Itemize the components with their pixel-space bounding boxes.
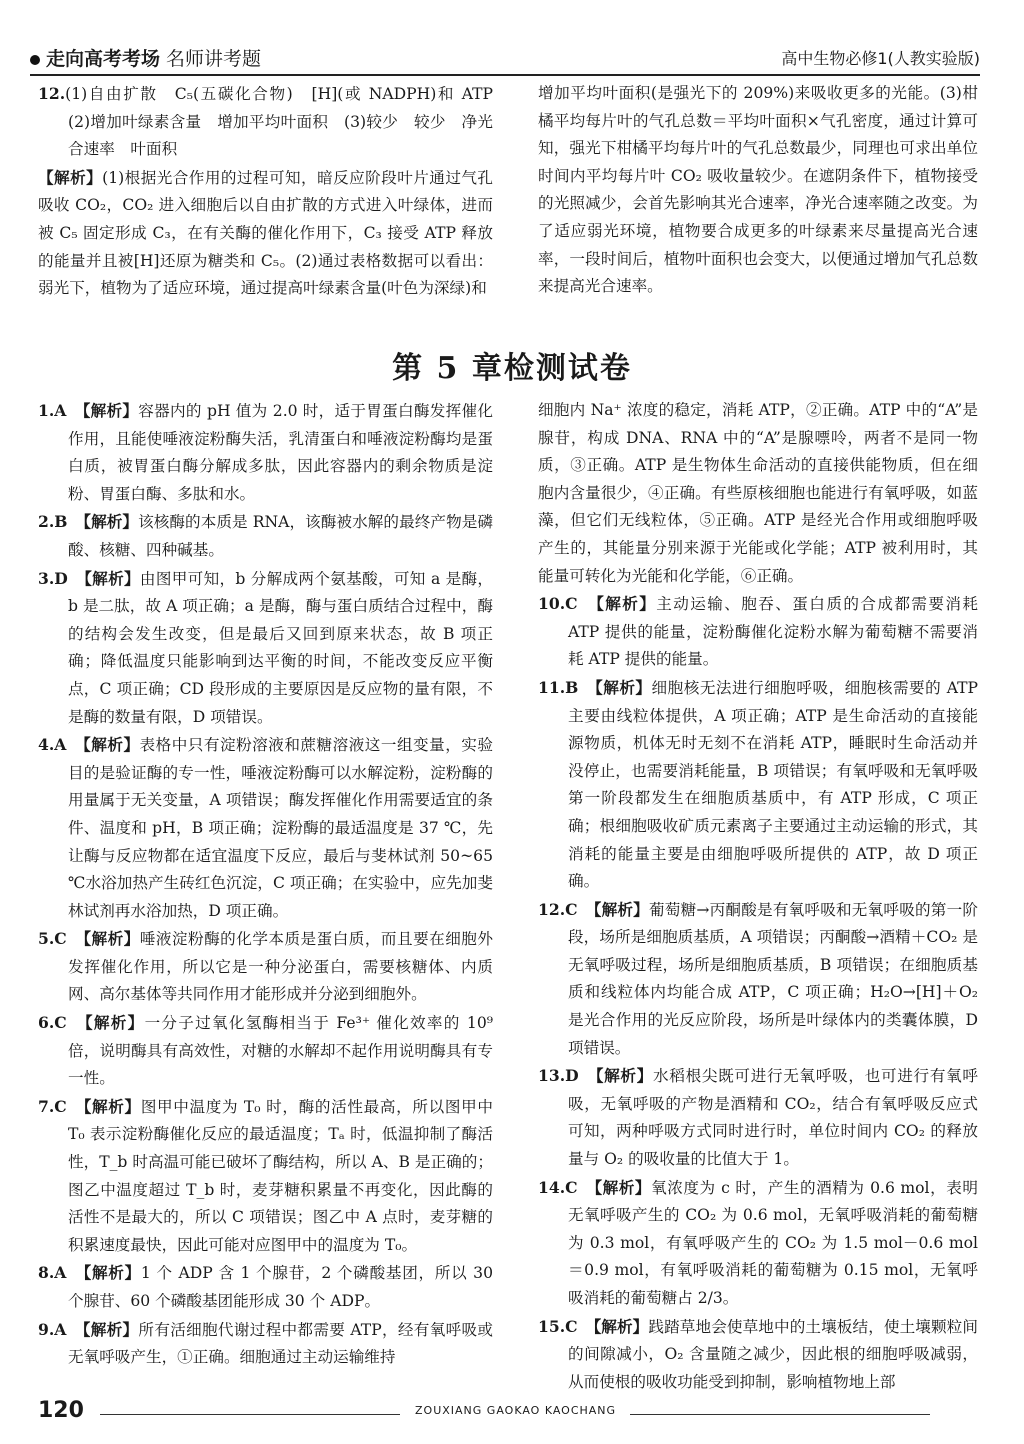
- item-text: 葡萄糖→丙酮酸是有氧呼吸和无氧呼吸的第一阶段，场所是细胞质基质，A 项错误；丙酮酸→酒精＋CO₂ 是无氧呼吸过程，场所是细胞质基质，B 项错误；在细胞质基质和线粒体内均能合成 ATP，C 项正确；H₂O→[H]＋O₂ 是光合作用的光反应阶段，场所是叶绿体内的类囊体膜，D 项错误。: [568, 900, 978, 1057]
- item-number: 11.: [538, 677, 566, 697]
- item-answer: A: [54, 1319, 67, 1339]
- analysis-text: (1)根据光合作用的过程可知，暗反应阶段叶片通过气孔吸收 CO₂，CO₂ 进入细胞后以自由扩散的方式进入叶绿体，进而被 C₅ 固定形成 C₃，在有关酶的催化作用下，C₃ 接受 ATP 释放的能量并且被[H]还原为糖类和 C₅。(2)通过表格数据可以看出：弱光下，植物为了适应环境，通过提高叶绿素含量(叶色为深绿)和: [38, 168, 493, 298]
- item-number: 8.: [38, 1263, 55, 1283]
- item-answer: D: [565, 1066, 579, 1086]
- item-number: 15.: [538, 1316, 566, 1336]
- item-text: 容器内的 pH 值为 2.0 时，适于胃蛋白酶发挥催化作用，且能使唾液淀粉酶失活，乳清蛋白和唾液淀粉酶均是蛋白质，被胃蛋白酶分解成多肽，因此容器内的剩余物质是淀粉、胃蛋白酶、多肽和水。: [68, 402, 493, 503]
- item-number: 5.: [38, 929, 55, 949]
- answer-item: [38, 925, 493, 1009]
- item-text: 1 个 ADP 含 1 个腺苷，2 个磷酸基团，所以 30 个腺苷、60 个磷酸基团能形成 30 个 ADP。: [68, 1264, 493, 1310]
- answer-item: [538, 590, 978, 674]
- item-text: (1)自由扩散 C₅(五碳化合物) [H](或 NADPH)和 ATP (2)增加叶绿素含量 增加平均叶面积 (3)较少 较少 净光合速率 叶面积: [65, 85, 509, 159]
- item-answer: C: [565, 594, 578, 614]
- item-text: 唾液淀粉酶的化学本质是蛋白质，而且要在细胞外发挥催化作用，所以它是一种分泌蛋白，需要核糖体、内质网、高尔基体等共同作用才能形成并分泌到细胞外。: [68, 930, 493, 1004]
- answer-item: [38, 1316, 493, 1372]
- answers-left-column: [38, 397, 493, 1372]
- analysis-tag: 【解析】: [595, 1066, 653, 1086]
- analysis-tag: 【解析】: [84, 568, 140, 588]
- answer-item: [38, 397, 493, 508]
- item-text: 表格中只有淀粉溶液和蔗糖溶液这一组变量，实验目的是验证酶的专一性，唾液淀粉酶可以水解淀粉，淀粉酶的用量属于无关变量，A 项错误；酶发挥催化作用需要适宜的条件、温度和 pH，B 项正确；淀粉酶的最适温度是 37 ℃，先让酶与反应物都在适宜温度下反应，最后与斐林试剂 50~65 ℃水浴加热产生砖红色沉淀，C 项正确；在实验中，应先加斐林试剂再水浴加热，D 项正确。: [68, 736, 493, 920]
- analysis-tag: 【解析】: [82, 401, 139, 420]
- item-answer: A: [54, 1263, 67, 1283]
- answer-item: [38, 1259, 493, 1315]
- item-text: 由图甲可知，b 分解成两个氨基酸，可知 a 是酶，b 是二肽，故 A 项正确；a 是酶，酶与蛋白质结合过程中，酶的结构会发生改变，但是最后又回到原来状态，故 B 项正确；降低温度只能影响到达平衡的时间，不能改变反应平衡点，C 项正确；CD 段形成的主要原因是反应物的量有限，不是酶的数量有限，D 项错误。: [68, 569, 493, 726]
- item-number: 6.: [38, 1013, 55, 1033]
- item-text: 该核酶的本质是 RNA，该酶被水解的最终产物是磷酸、核糖、四种碱基。: [68, 513, 493, 559]
- item-answer: D: [54, 568, 68, 588]
- page-footer: [30, 1398, 980, 1428]
- item-text: 图甲中温度为 T₀ 时，酶的活性最高，所以图甲中 T₀ 表示淀粉酶催化反应的最适温度；Tₐ 时，低温抑制了酶活性，T_b 时高温可能已破坏了酶结构，所以 A、B 是正确的；图乙中温度超过 T_b 时，麦芽糖积累量不再变化，因此酶的活性不是最大的，所以 C 项错误；图乙中 A 点时，麦芽糖的积累速度最快，因此可能对应图甲中的温度为 T₀。: [68, 1097, 493, 1254]
- answer-item: [38, 1093, 493, 1260]
- analysis-tag: 【解析】: [594, 677, 652, 697]
- analysis-continued: 增加平均叶面积(是强光下的 209%)来吸收更多的光能。(3)柑橘平均每片叶的气孔总数＝平均叶面积×气孔密度，通过计算可知，强光下柑橘平均每片叶的气孔总数最少，同理也可求出单位时间内平均每片叶 CO₂ 吸收量较少。在遮阴条件下，植物接受的光照减少，会首先影响其光合速率，净光合速率随之改变。为了适应弱光环境，植物要合成更多的叶绿素来尽量提高光合速率，一段时间后，植物叶面积也会变大，以便通过增加气孔总数来提高光合速率。: [538, 84, 978, 296]
- page-header: [30, 40, 980, 76]
- answer-item: [538, 1062, 978, 1173]
- footer-rule: [100, 1414, 400, 1415]
- top-left-column: [38, 80, 509, 303]
- item-answer: C: [54, 1013, 67, 1033]
- item-number: 2.: [38, 512, 55, 532]
- item-number: 10.: [538, 594, 566, 614]
- analysis-tag: 【解析】: [83, 1096, 141, 1116]
- analysis-tag: 【解析】: [593, 1316, 649, 1336]
- answer-item: [38, 731, 493, 925]
- item-number: 3.: [38, 568, 55, 588]
- item-answer: B: [565, 677, 579, 697]
- item-number: 12.: [38, 84, 66, 103]
- item-text: 氧浓度为 c 时，产生的酒精为 0.6 mol，表明无氧呼吸产生的 CO₂ 为 0.6 mol，无氧呼吸消耗的葡萄糖为 0.3 mol，有氧呼吸产生的 CO₂ 为 1.5 mol－0.6 mol＝0.9 mol，有氧呼吸消耗的葡萄糖为 0.15 mol，无氧呼吸消耗的葡萄糖占 2/3。: [568, 1178, 978, 1307]
- answer-item: [38, 508, 493, 564]
- answer-item: [538, 1313, 978, 1397]
- analysis-tag: 【解析】: [82, 1319, 139, 1339]
- analysis-tag: 【解析】: [83, 1263, 141, 1283]
- header-brand: [30, 44, 261, 71]
- analysis-block: [38, 164, 493, 303]
- item-number: 7.: [38, 1096, 55, 1116]
- item-answer: A: [54, 735, 67, 755]
- item-answer: C: [565, 899, 578, 919]
- answer-item: [538, 674, 978, 896]
- answer-item: [538, 896, 978, 1063]
- page-number: 120: [38, 1398, 84, 1423]
- item-text: 践踏草地会使草地中的土壤板结，使土壤颗粒间的间隙减小，O₂ 含量随之减少，因此根的细胞呼吸减弱，从而使根的吸收功能受到抑制，影响植物地上部: [568, 1317, 978, 1391]
- footer-brand: ZOUXIANG GAOKAO KAOCHANG: [415, 1404, 617, 1417]
- item-number: 12.: [538, 899, 566, 919]
- item-number: 4.: [38, 735, 55, 755]
- item-number: 1.: [38, 401, 55, 420]
- analysis-tag: 【解析】: [596, 594, 657, 614]
- analysis-continued: 细胞内 Na⁺ 浓度的稳定，消耗 ATP，②正确。ATP 中的“A”是腺苷，构成 DNA、RNA 中的“A”是腺嘌呤，两者不是同一物质，③正确。ATP 是生物体生命活动的直接供能物质，但在细胞内含量很少，④正确。有些原核细胞也能进行有氧呼吸，如蓝藻，但它们无线粒体，⑤正确。ATP 是经光合作用或细胞呼吸产生的，其能量分别来源于光能或化学能；ATP 被利用时，其能量可转化为光能和化学能，⑥正确。: [538, 401, 978, 585]
- footer-rule: [630, 1414, 930, 1415]
- analysis-tag: 【解析】: [38, 167, 103, 187]
- answer-item: [38, 80, 509, 164]
- header-book-title: 高中生物必修1(人教实验版): [781, 49, 980, 68]
- answer-item: [38, 1009, 493, 1093]
- item-text: 细胞核无法进行细胞呼吸，细胞核需要的 ATP 主要由线粒体提供，A 项正确；ATP 是生命活动的直接能源物质，机体无时无刻不在消耗 ATP，睡眠时生命活动并没停止，也需要消耗能量，B 项错误；有氧呼吸和无氧呼吸第一阶段都发生在细胞质基质中，有 ATP 形成，C 项正确；根细胞吸收矿质元素离子主要通过主动运输的形式，其消耗的能量主要是由细胞呼吸所提供的 ATP，故 D 项正确。: [568, 678, 979, 891]
- item-text: 所有活细胞代谢过程中都需要 ATP，经有氧呼吸或无氧呼吸产生，①正确。细胞通过主动运输维持: [68, 1320, 493, 1367]
- item-answer: C: [54, 929, 67, 949]
- item-text: 一分子过氧化氢酶相当于 Fe³⁺ 催化效率的 10⁹ 倍，说明酶具有高效性，对糖的水解却不起作用说明酶具有专一性。: [68, 1014, 493, 1088]
- answers-right-column: [538, 397, 978, 1396]
- analysis-tag: 【解析】: [593, 899, 649, 919]
- item-number: 13.: [538, 1066, 566, 1086]
- analysis-tag: 【解析】: [83, 512, 139, 532]
- item-number: 14.: [538, 1177, 566, 1197]
- header-subtitle: 名师讲考题: [166, 48, 262, 70]
- item-number: 9.: [38, 1319, 55, 1339]
- section-title: 第 5 章检测试卷: [392, 351, 632, 386]
- top-right-column: [538, 80, 978, 301]
- analysis-tag: 【解析】: [594, 1177, 652, 1197]
- answer-item: [38, 565, 493, 732]
- item-answer: A: [54, 401, 67, 420]
- analysis-tag: 【解析】: [83, 929, 140, 949]
- answer-item: [538, 1174, 978, 1313]
- item-answer: C: [54, 1096, 67, 1116]
- item-answer: B: [54, 512, 68, 532]
- item-text: 水稻根尖既可进行无氧呼吸，也可进行有氧呼吸，无氧呼吸的产物是酒精和 CO₂，结合有氧呼吸反应式可知，两种呼吸方式同时进行时，单位时间内 CO₂ 的释放量与 O₂ 的吸收量的比值大于 1。: [568, 1067, 978, 1169]
- item-text: 主动运输、胞吞、蛋白质的合成都需要消耗 ATP 提供的能量，淀粉酶催化淀粉水解为葡萄糖不需要消耗 ATP 提供的能量。: [568, 595, 978, 669]
- header-title: 走向高考考场: [46, 48, 161, 70]
- item-answer: C: [565, 1316, 578, 1336]
- bullet-icon: [30, 55, 40, 65]
- analysis-tag: 【解析】: [84, 1013, 145, 1033]
- item-answer: C: [565, 1177, 578, 1197]
- analysis-tag: 【解析】: [82, 735, 140, 755]
